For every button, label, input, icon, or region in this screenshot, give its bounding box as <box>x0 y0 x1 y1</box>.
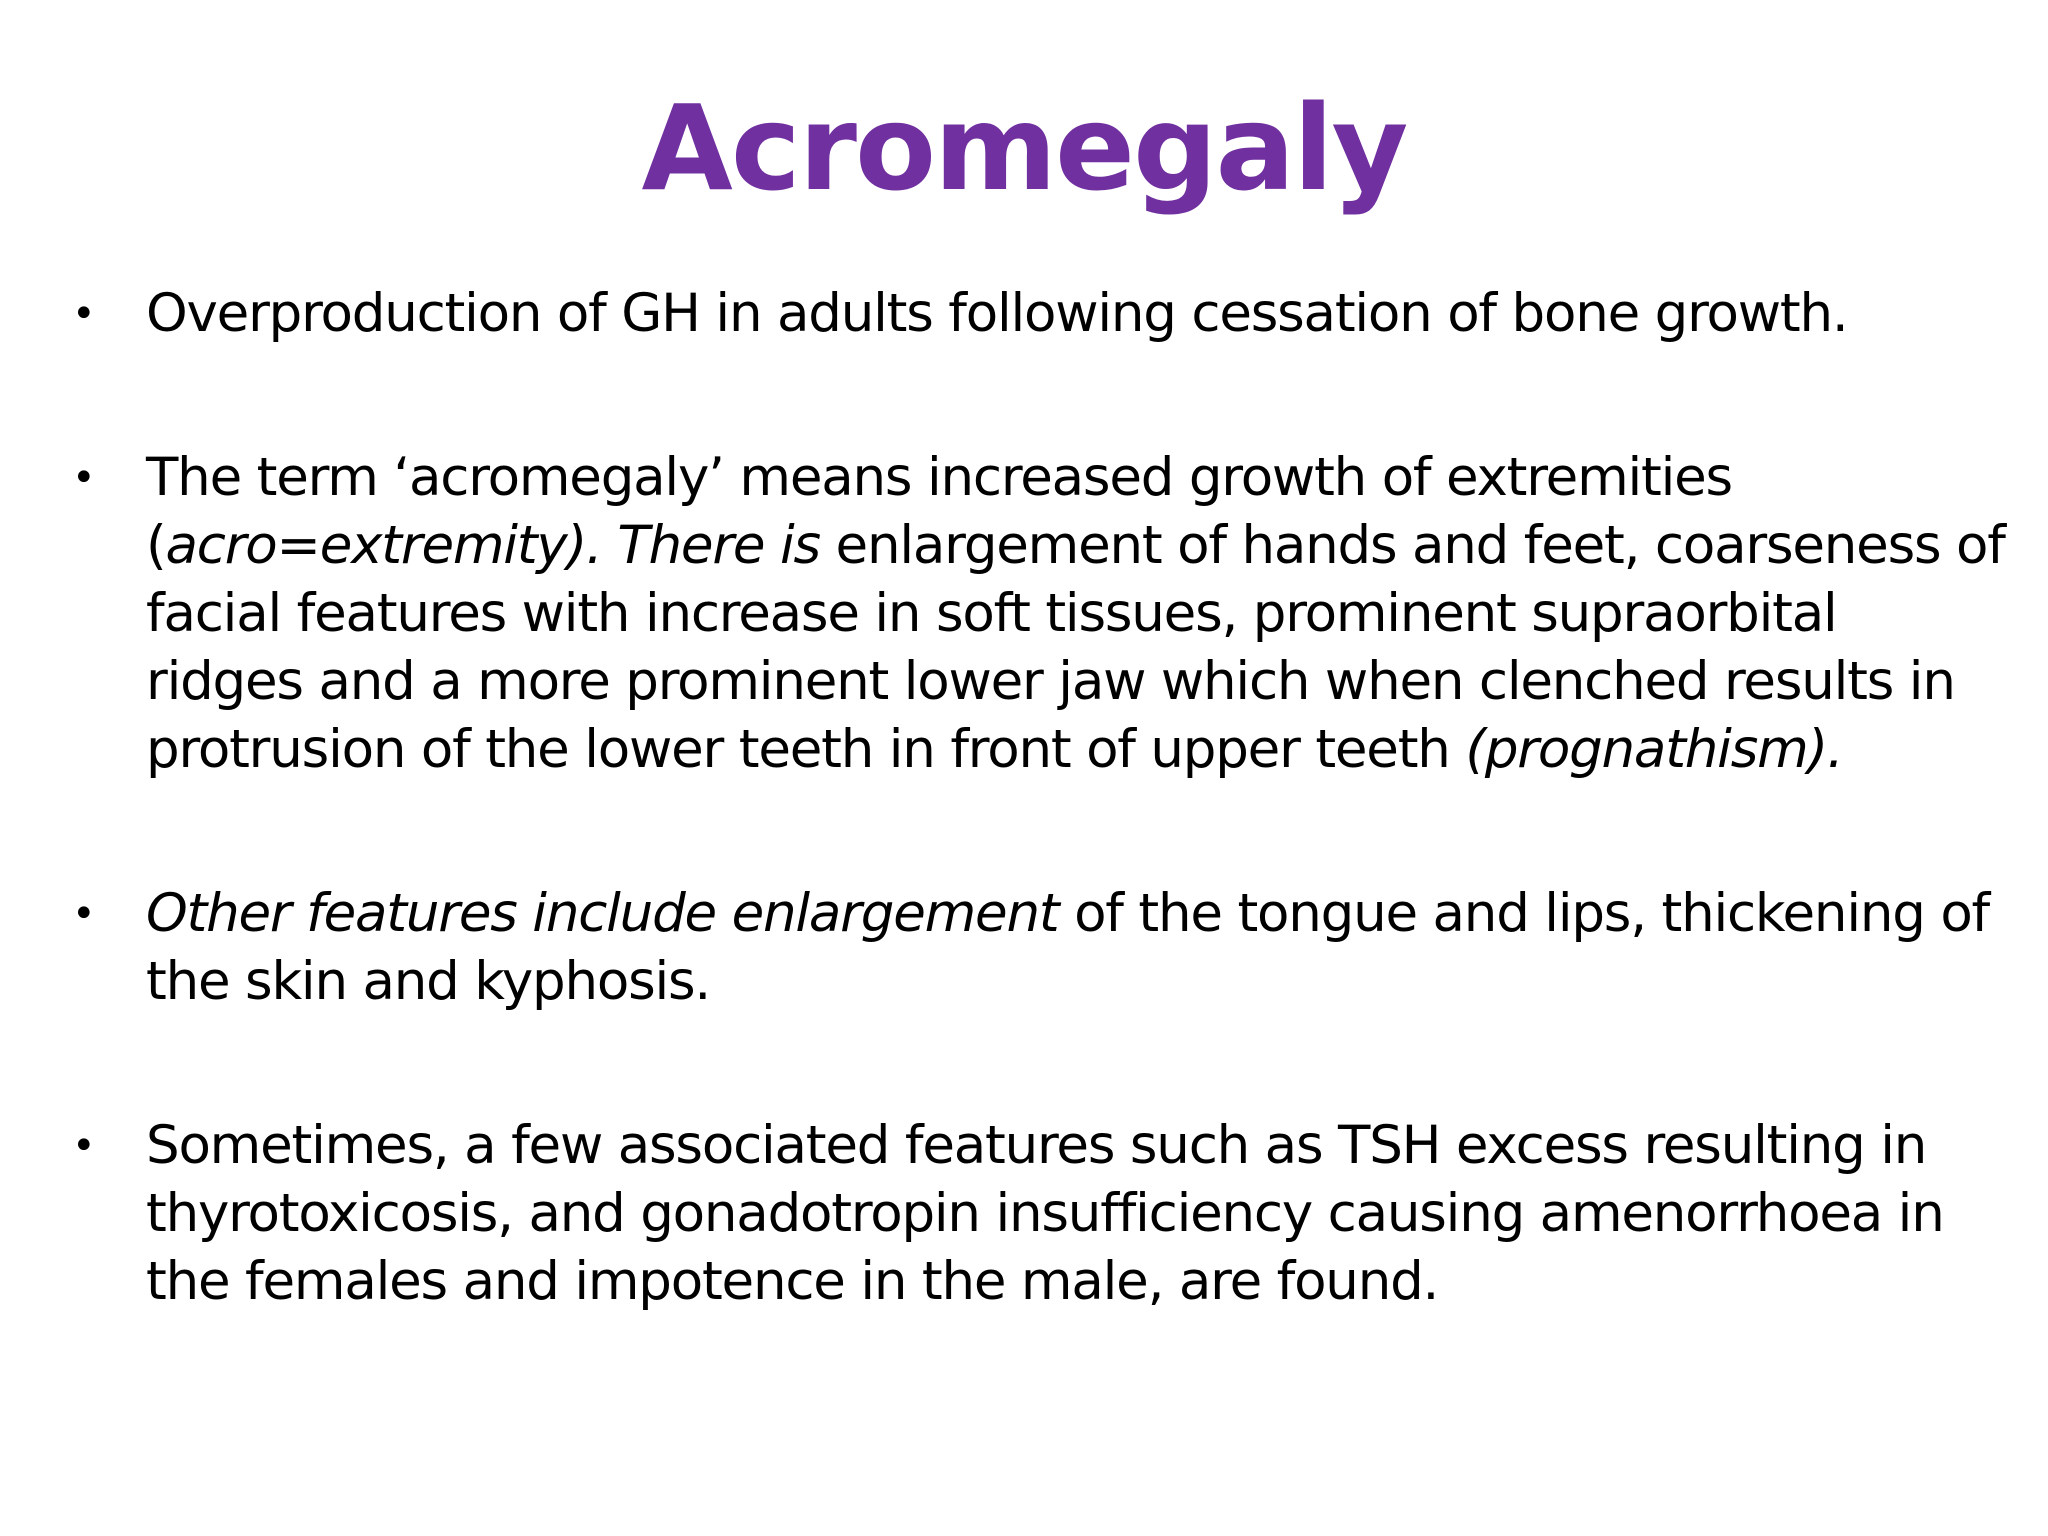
bullet-text-part: enlargement of hands and feet, coarseness of facial features with increase in soft tissues, prominent supraorbital ridges and a more prominent lower jaw which when clenched results in protrusion of the lower teeth in front of upper teeth <box>146 515 2005 780</box>
bullet-dot: • <box>72 891 95 937</box>
bullet-text-part: The term ‘acromegaly’ means increased growth of extremities ( <box>146 447 1732 576</box>
bullet-dot: • <box>72 1123 95 1169</box>
bullet-text-italic: (prognathism). <box>1465 719 1843 780</box>
bullet-text-italic: Other features include enlargement <box>146 883 1059 944</box>
bullet-item-3 <box>0 880 2048 1016</box>
bullet-text-part: of the tongue and lips, thickening of the skin and kyphosis. <box>146 883 1990 1012</box>
bullet-dot: • <box>72 455 95 501</box>
slide-title: Acromegaly <box>641 79 1407 217</box>
bullet-text: Overproduction of GH in adults following cessation of bone growth. <box>146 283 1848 344</box>
bullet-list <box>0 280 2048 1412</box>
bullet-item-2 <box>0 444 2048 784</box>
bullet-text: Sometimes, a few associated features such as TSH excess resulting in thyrotoxicosis, and gonadotropin insufficiency causing amenorrhoea in the females and impotence in the male, are found. <box>146 1115 1944 1312</box>
bullet-dot: • <box>72 291 95 337</box>
bullet-item-1 <box>0 280 2048 348</box>
bullet-text-italic: acro=extremity). There is <box>165 515 820 576</box>
bullet-item-4 <box>0 1112 2048 1316</box>
